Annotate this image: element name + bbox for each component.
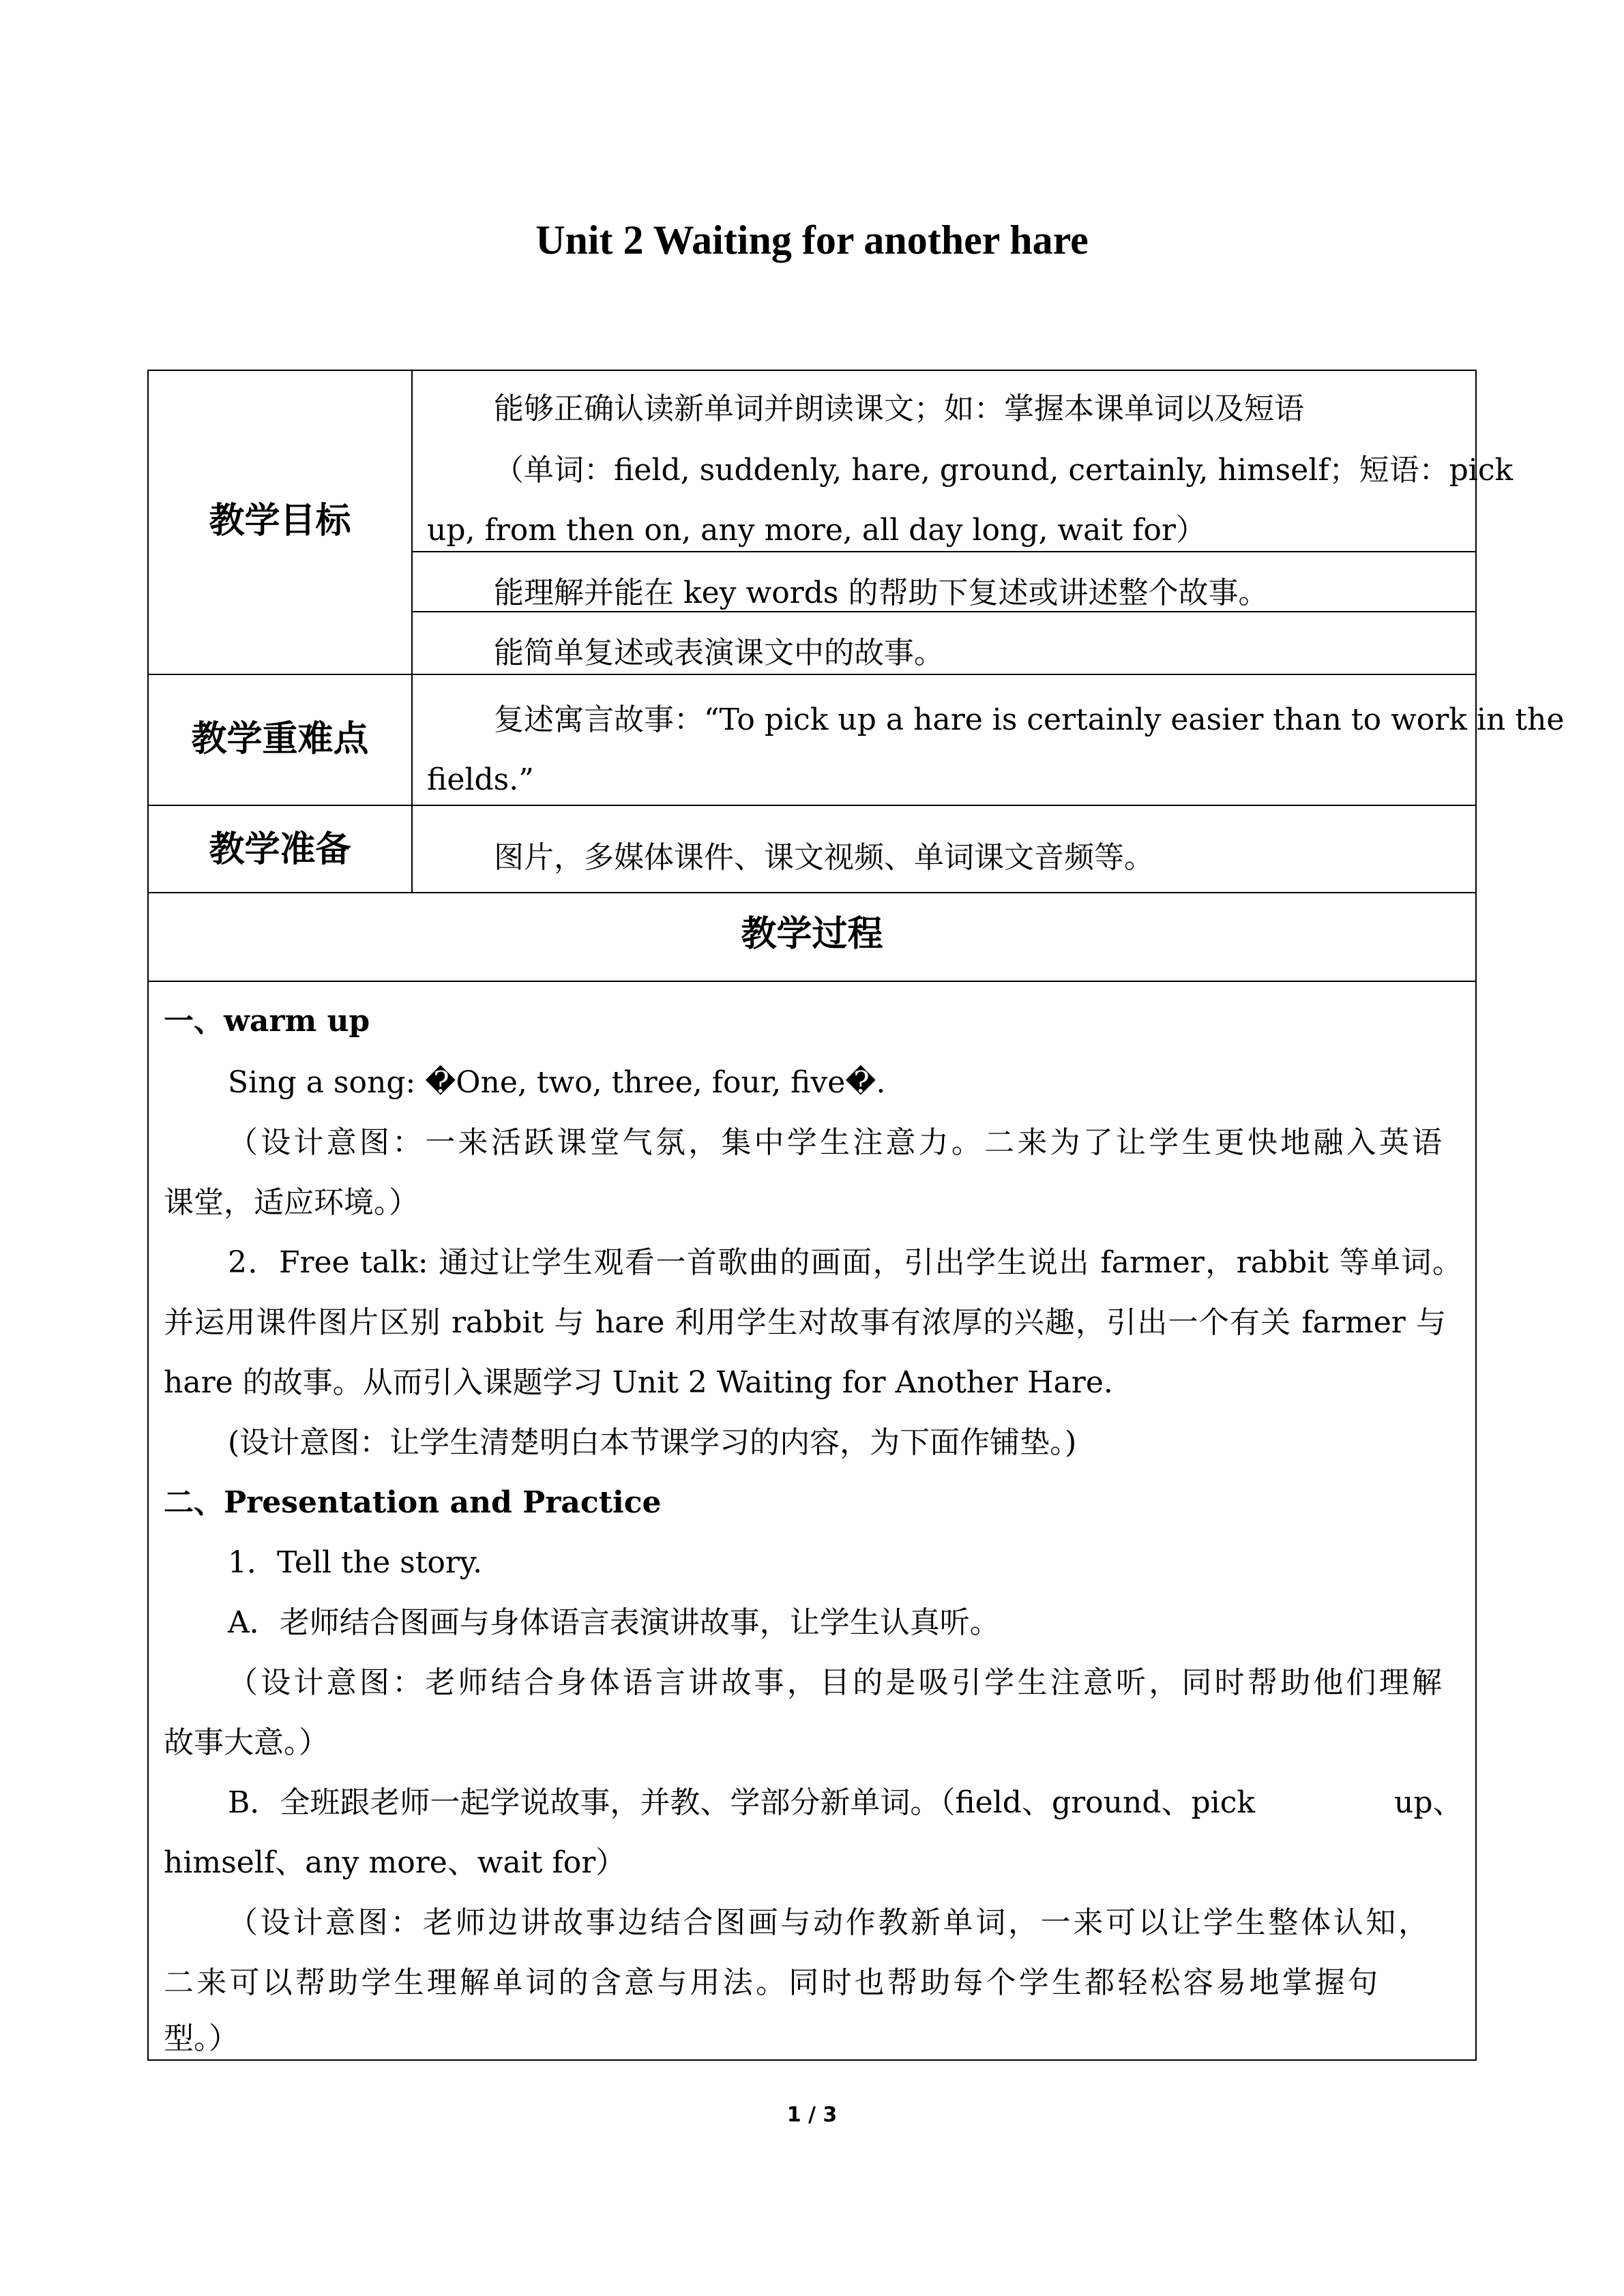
objective-1-line-1: 能够正确认读新单词并朗读课文；如：掌握本课单词以及短语 [494, 391, 1304, 426]
section-1-intent-line-2: 课堂，适应环境。） [164, 1185, 419, 1220]
section-2-tell-story: 1．Tell the story. [228, 1545, 482, 1580]
column-divider [411, 370, 413, 893]
section-2-step-b-intent-line-3: 型。） [164, 2021, 239, 2056]
section-1-free-talk-line-3: hare 的故事。从而引入课题学习 Unit 2 Waiting for Another Hare. [164, 1365, 1113, 1400]
section-1-free-talk-line-2: 并运用课件图片区别 rabbit 与 hare 利用学生对故事有浓厚的兴趣，引出一个有关 farmer 与 [164, 1305, 1446, 1340]
section-2-step-a: A．老师结合图画与身体语言表演讲故事，让学生认真听。 [228, 1605, 1000, 1640]
section-2-step-a-intent-line-2: 故事大意。） [164, 1725, 329, 1760]
preparation-label: 教学准备 [209, 829, 351, 870]
objective-2: 能理解并能在 key words 的帮助下复述或讲述整个故事。 [494, 576, 1269, 610]
section-2-heading: 二、Presentation and Practice [164, 1485, 662, 1520]
section-2-step-a-intent-line-1: （设计意图：老师结合身体语言讲故事，目的是吸引学生注意听，同时帮助他们理解 [228, 1665, 1442, 1700]
section-2-step-b-intent-line-1: （设计意图：老师边讲故事边结合图画与动作教新单词，一来可以让学生整体认知， [228, 1905, 1428, 1940]
key-points-line-1: 复述寓言故事：“To pick up a hare is certainly easier than to work in the [494, 702, 1565, 737]
row-divider [147, 674, 1477, 675]
page-title: Unit 2 Waiting for another hare [535, 218, 1089, 263]
section-1-free-talk-line-1: 2．Free talk: 通过让学生观看一首歌曲的画面，引出学生说出 farmer，rabbit 等单词。 [228, 1245, 1462, 1280]
row-divider [147, 981, 1477, 982]
section-2-step-b-line-1-end: up、 [1394, 1785, 1463, 1820]
section-1-heading: 一、warm up [164, 1004, 370, 1039]
section-2-step-b-line-1: B．全班跟老师一起学说故事，并教、学部分新单词。（field、ground、pick [228, 1785, 1256, 1820]
key-points-line-2: fields.” [427, 762, 534, 797]
section-2-step-b-line-2: himself、any more、wait for） [164, 1845, 626, 1880]
key-points-label: 教学重难点 [191, 719, 369, 760]
row-divider [147, 892, 1477, 893]
row-divider [413, 551, 1477, 552]
objective-3: 能简单复述或表演课文中的故事。 [494, 636, 944, 670]
section-2-step-b-intent-line-2: 二来可以帮助学生理解单词的含意与用法。同时也帮助每个学生都轻松容易地掌握句 [164, 1965, 1378, 2000]
objectives-label: 教学目标 [209, 501, 351, 541]
section-1-song: Sing a song: �One, two, three, four, five�. [228, 1065, 886, 1100]
section-1-intent-2: (设计意图：让学生清楚明白本节课学习的内容，为下面作铺垫。) [228, 1425, 1077, 1460]
row-divider [147, 805, 1477, 806]
process-title: 教学过程 [741, 914, 883, 955]
objective-1-line-2: （单词：field, suddenly, hare, ground, certainly, himself；短语：pick [494, 453, 1514, 488]
preparation-text: 图片，多媒体课件、课文视频、单词课文音频等。 [494, 840, 1154, 875]
objective-1-line-3: up, from then on, any more, all day long, wait for） [427, 513, 1206, 548]
page-number: 1 / 3 [786, 2103, 838, 2127]
section-1-intent-line-1: （设计意图：一来活跃课堂气氛，集中学生注意力。二来为了让学生更快地融入英语 [228, 1125, 1442, 1160]
